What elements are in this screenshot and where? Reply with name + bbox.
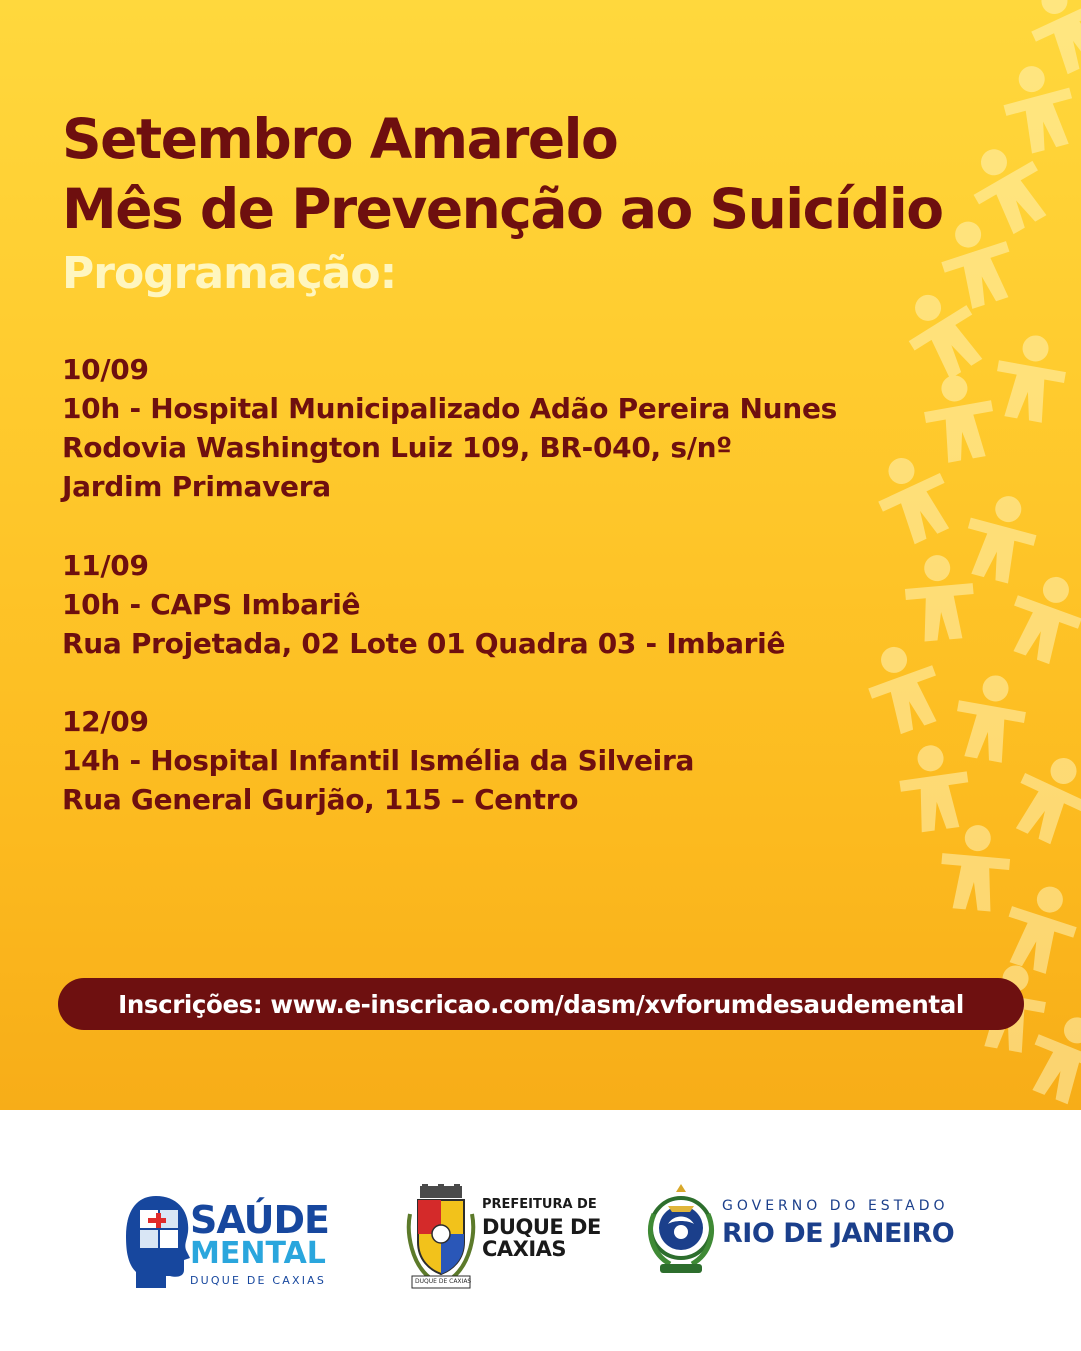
event-date: 11/09 <box>62 549 149 582</box>
programacao-heading: Programação: <box>62 248 397 299</box>
prefeitura-line2: DUQUE DE <box>482 1215 601 1239</box>
event-address: Jardim Primavera <box>62 470 331 503</box>
page-title <box>62 104 943 244</box>
event-date: 12/09 <box>62 705 149 738</box>
event-item <box>62 350 837 506</box>
governo-rj-logo <box>646 1184 966 1284</box>
event-address: Rua Projetada, 02 Lote 01 Quadra 03 - Imbariê <box>62 627 786 660</box>
prefeitura-logo <box>406 1184 606 1294</box>
saude-mental-logo <box>126 1192 356 1292</box>
title-line-1: Setembro Amarelo <box>62 107 618 171</box>
saude-mental-line3: DUQUE DE CAXIAS <box>190 1274 327 1287</box>
event-date: 10/09 <box>62 353 149 386</box>
governo-line1: GOVERNO DO ESTADO <box>722 1198 949 1214</box>
event-time-place: 10h - CAPS Imbariê <box>62 588 361 621</box>
prefeitura-line1: PREFEITURA DE <box>482 1197 597 1212</box>
event-item <box>62 702 694 819</box>
event-time-place: 14h - Hospital Infantil Ismélia da Silveira <box>62 744 695 777</box>
saude-mental-line1: SAÚDE <box>190 1198 329 1242</box>
state-seal-icon <box>646 1184 716 1276</box>
prefeitura-line3: CAXIAS <box>482 1237 567 1261</box>
event-item <box>62 546 785 663</box>
city-crest-icon <box>406 1184 476 1292</box>
event-time-place: 10h - Hospital Municipalizado Adão Pereira Nunes <box>62 392 838 425</box>
governo-line2: RIO DE JANEIRO <box>722 1218 955 1249</box>
title-line-2: Mês de Prevenção ao Suicídio <box>62 177 943 241</box>
footer-logos <box>0 1110 1081 1351</box>
saude-mental-line2: MENTAL <box>190 1236 326 1271</box>
event-address: Rua General Gurjão, 115 – Centro <box>62 783 579 816</box>
crest-banner-text: DUQUE DE CAXIAS <box>415 1278 472 1285</box>
prefeitura-wordmark <box>482 1194 601 1260</box>
event-address: Rodovia Washington Luiz 109, BR-040, s/nº <box>62 431 732 464</box>
signup-link[interactable]: Inscrições: www.e-inscricao.com/dasm/xvforumdesaudemental <box>58 978 1024 1030</box>
head-puzzle-icon <box>126 1192 190 1288</box>
